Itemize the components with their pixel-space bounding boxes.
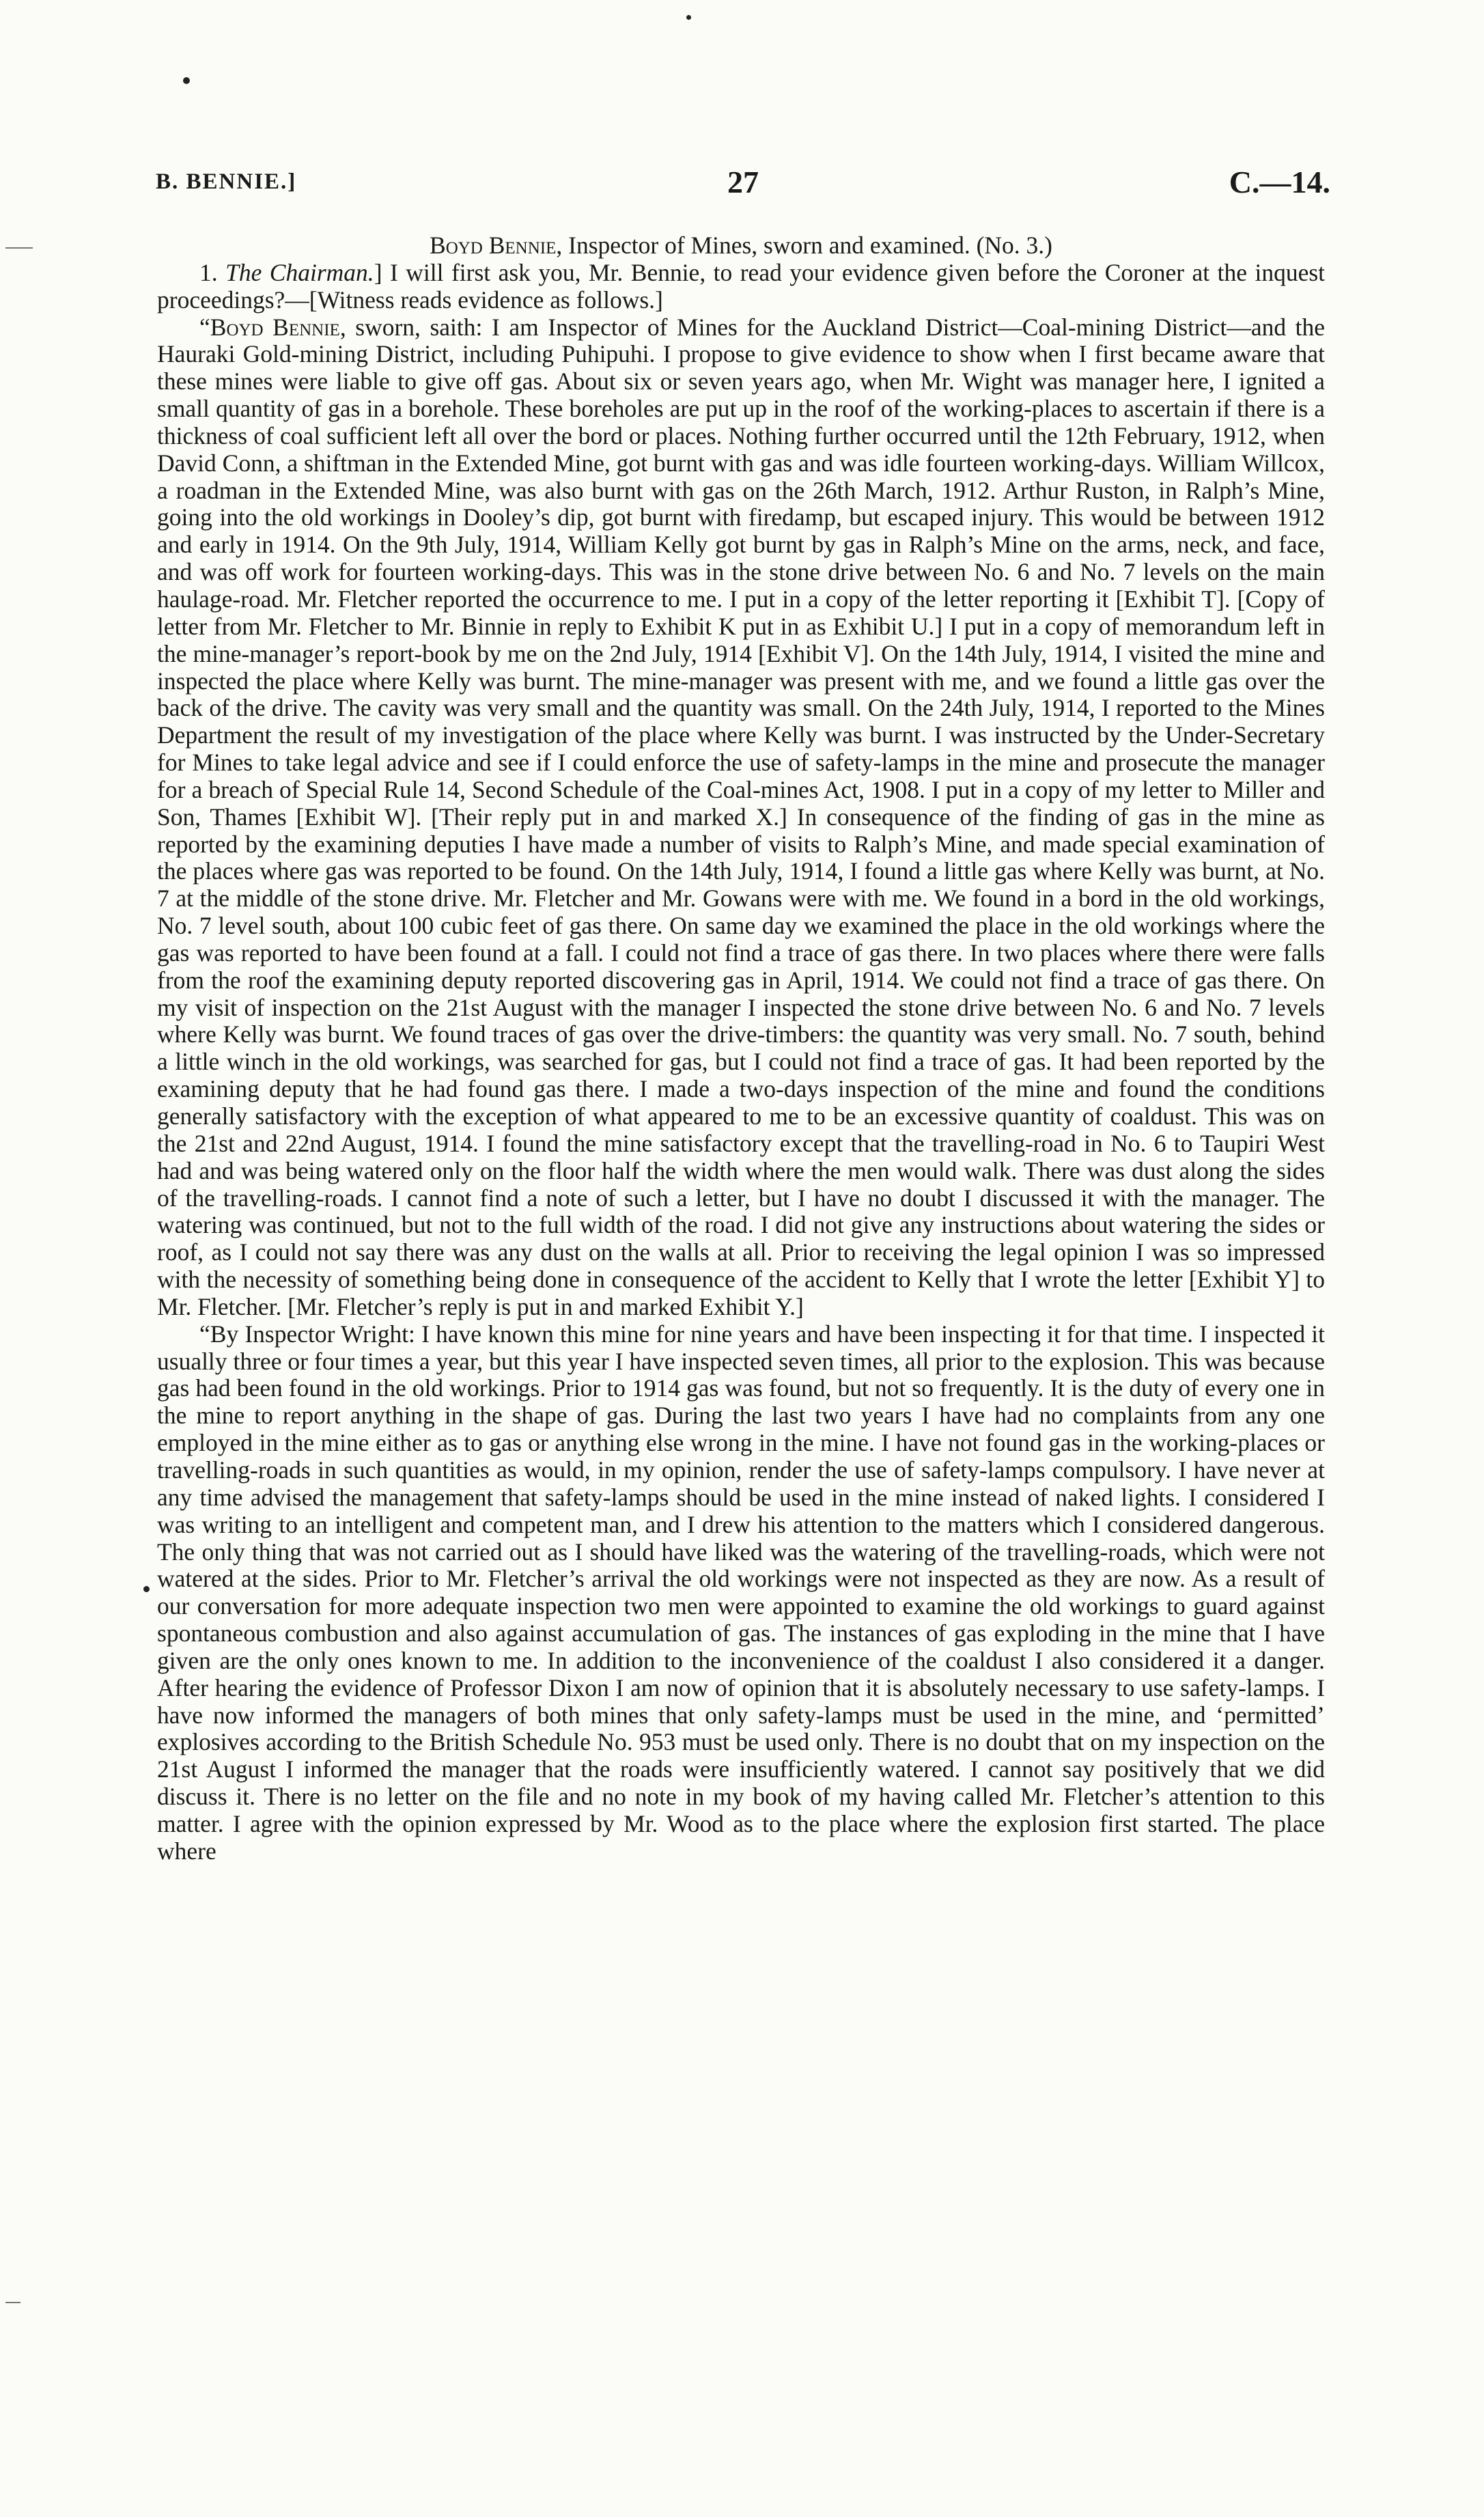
- question-number: 1.: [199, 258, 226, 286]
- header-witness-name: B. BENNIE.]: [156, 169, 297, 194]
- evidence-paragraph: [157, 314, 1325, 1321]
- print-speck: [183, 77, 190, 84]
- document-reference: C.—14.: [1229, 165, 1330, 199]
- question-paragraph: [157, 260, 1325, 314]
- question-text: ] I will first ask you, Mr. Bennie, to read your evidence given before the Coroner at the inquest proceedings?—[Witness reads evidence as follows.]: [157, 258, 1326, 314]
- speaker-name: The Chairman.: [225, 258, 374, 286]
- page-header: [156, 164, 1330, 212]
- print-speck: [143, 1586, 150, 1592]
- margin-mark: [5, 2302, 20, 2303]
- opening-quote: “: [199, 1320, 210, 1348]
- witness-heading-text: , Inspector of Mines, sworn and examined. (No. 3.): [556, 232, 1052, 259]
- witness-name: Boyd Bennie: [430, 232, 557, 259]
- cross-examination-text: By Inspector Wright: I have known this mine for nine years and have been inspecting it for that time. I inspected it usually three or four times a year, but this year I have inspected seven times, all prior to the explosion. This was because gas had been found in the old workings. Prior to 1914 gas was found, but not so frequently. It is the duty of every one in the mine to report anything in the shape of gas. During the last two years I have had no complaints from any one employed in the mine either as to gas or anything else wrong in the mine. I have not found gas in the working-places or travelling-roads in such quantities as would, in my opinion, render the use of safety-lamps compulsory. I have never at any time advised the management that safety-lamps should be used in the mine instead of naked lights. I considered I was writing to an intelligent and competent man, and I drew his attention to the matters which I considered dangerous. The only thing that was not carried out as I should have liked was the watering of the travelling-roads, which were not watered at the sides. Prior to Mr. Fletcher’s arrival the old workings were not inspected as they are now. As a result of our conversation for more adequate inspection two men were appointed to examine the old workings to guard against spontaneous combustion and also against accumulation of gas. The instances of gas exploding in the mine that I have given are the only ones known to me. In addition to the inconvenience of the coaldust I also considered it a danger. After hearing the evidence of Professor Dixon I am now of opinion that it is absolutely necessary to use safety-lamps. I have now informed the managers of both mines that only safety-lamps must be used in the mine, and ‘permitted’ explosives according to the British Schedule No. 953 must be used only. There is no doubt that on my inspection on the 21st August I informed the manager that the roads were insufficiently watered. I cannot say positively that we did discuss it. There is no letter on the file and no note in my book of my having called Mr. Fletcher’s attention to this matter. I agree with the opinion expressed by Mr. Wood as to the place where the explosion first started. The place where: [157, 1320, 1325, 1865]
- print-speck: [686, 15, 691, 20]
- witness-heading: [157, 232, 1325, 260]
- document-body: [157, 232, 1325, 1865]
- cross-examination-paragraph: [157, 1321, 1325, 1865]
- page-number: 27: [727, 165, 759, 199]
- evidence-witness-name: Boyd Bennie: [210, 313, 340, 341]
- opening-quote: “: [199, 313, 210, 341]
- evidence-text: , sworn, saith: I am Inspector of Mines for the Auckland District—Coal-mining District—and the Hauraki Gold-mining District, including Puhipuhi. I propose to give evidence to show when I first became aware that these mines were liable to give off gas. About six or seven years ago, when Mr. Wight was manager here, I ignited a small quantity of gas in a borehole. These boreholes are put up in the roof of the working-places to ascertain if there is a thickness of coal sufficient left all over the bord or places. Nothing further occurred until the 12th February, 1912, when David Conn, a shiftman in the Extended Mine, got burnt with gas and was idle fourteen working-days. William Willcox, a roadman in the Extended Mine, was also burnt with gas on the 26th March, 1912. Arthur Ruston, in Ralph’s Mine, going into the old workings in Dooley’s dip, got burnt with firedamp, but escaped injury. This would be between 1912 and early in 1914. On the 9th July, 1914, William Kelly got burnt by gas in Ralph’s Mine on the arms, neck, and face, and was off work for fourteen working-days. This was in the stone drive between No. 6 and No. 7 levels on the main haulage-road. Mr. Fletcher reported the occurrence to me. I put in a copy of the letter reporting it [Exhibit T]. [Copy of letter from Mr. Fletcher to Mr. Binnie in reply to Exhibit K put in as Exhibit U.] I put in a copy of memorandum left in the mine-manager’s report-book by me on the 2nd July, 1914 [Exhibit V]. On the 14th July, 1914, I visited the mine and inspected the place where Kelly was burnt. The mine-manager was present with me, and we found a little gas over the back of the drive. The cavity was very small and the quantity was small. On the 24th July, 1914, I reported to the Mines Department the result of my investigation of the place where Kelly was burnt. I was instructed by the Under-Secretary for Mines to take legal advice and see if I could enforce the use of safety-lamps in the mine and prosecute the manager for a breach of Special Rule 14, Second Schedule of the Coal-mines Act, 1908. I put in a copy of my letter to Miller and Son, Thames [Exhibit W]. [Their reply put in and marked X.] In consequence of the finding of gas in the mine as reported by the examining deputies I have made a number of visits to Ralph’s Mine, and made special examination of the places where gas was reported to be found. On the 14th July, 1914, I found a little gas where Kelly was burnt, at No. 7 at the middle of the stone drive. Mr. Fletcher and Mr. Gowans were with me. We found in a bord in the old workings, No. 7 level south, about 100 cubic feet of gas there. On same day we examined the place in the old workings where the gas was reported to have been found at a fall. I could not find a trace of gas there. In two places where there were falls from the roof the examining deputy reported discovering gas in April, 1914. We could not find a trace of gas there. On my visit of inspection on the 21st August with the manager I inspected the stone drive between No. 6 and No. 7 levels where Kelly was burnt. We found traces of gas over the drive-timbers: the quantity was very small. No. 7 south, behind a little winch in the old workings, was searched for gas, but I could not find a trace of gas. It had been reported by the examining deputy that he had found gas there. I made a two-days inspection of the mine and found the conditions generally satisfactory with the exception of what appeared to me to be an excessive quantity of coaldust. This was on the 21st and 22nd August, 1914. I found the mine satisfactory except that the travelling-road in No. 6 to Taupiri West had and was being watered only on the floor half the width where the men would walk. There was dust along the sides of the travelling-roads. I cannot find a note of such a letter, but I have no doubt I discussed it with the manager. The watering was continued, but not to the full width of the road. I did not give any instructions about watering the sides or roof, as I could not say there was any dust on the walls at all. Prior to receiving the legal opinion I was so impressed with the necessity of something being done in consequence of the accident to Kelly that I wrote the letter [Exhibit Y] to Mr. Fletcher. [Mr. Fletcher’s reply is put in and marked Exhibit Y.]: [157, 313, 1325, 1320]
- margin-mark: [5, 247, 33, 249]
